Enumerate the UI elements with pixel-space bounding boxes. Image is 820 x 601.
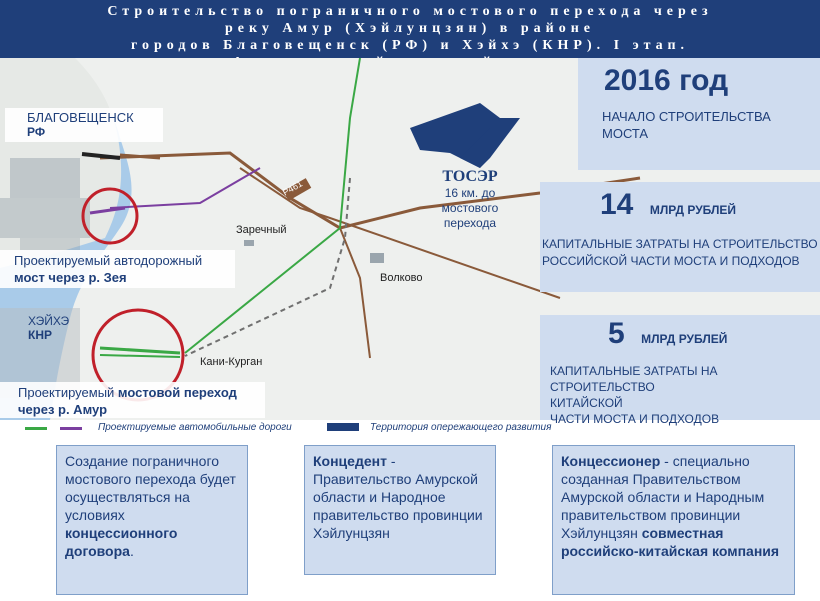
stat-5: [540, 315, 820, 426]
volkovo-village: [370, 253, 384, 263]
concessionaire-box: Концессионер - специально созданная Правительством Амурской области и Народным правительством провинции Хэйлунцзян совместная российско-китайская компания: [552, 445, 795, 595]
stat-2016: [578, 58, 820, 170]
stat-5-unit: МЛРД РУБЛЕЙ: [641, 332, 728, 346]
zeya-bridge-line-1: Проектируемый автодорожный: [14, 253, 203, 268]
heihe-country: КНР: [28, 328, 52, 342]
road-sign-text: Р461: [280, 178, 305, 198]
page-title: Строительство пограничного мостового перехода через реку Амур (Хэйлунцзян) в районе городов Благовещенск (РФ) и Хэйхэ (КНР). I этап.: [107, 4, 713, 53]
header-banner: [0, 0, 820, 64]
amur-bridge-line-2: через р. Амур: [18, 402, 108, 417]
legend-green-swatch: [25, 427, 47, 430]
heihe-label: [28, 314, 98, 346]
stat-14-value: 14: [600, 188, 634, 221]
legend-purple-swatch: [60, 427, 82, 430]
grantor-box: Концедент - Правительство Амурской области и Народное правительство провинции Хэйлунцзян: [304, 445, 496, 575]
legend-territory-swatch: [327, 423, 359, 431]
zeya-bridge-line-2: мост через р. Зея: [14, 270, 127, 285]
toser-title: ТОСЭР: [442, 168, 498, 185]
blag-label: [5, 108, 163, 142]
blag-name: БЛАГОВЕЩЕНСК: [27, 110, 134, 125]
amur-bridge-label: [0, 382, 265, 418]
blag-country: РФ: [27, 125, 46, 139]
legend: [0, 420, 600, 438]
amur-bridge-line-1: Проектируемый мостовой переход: [18, 385, 237, 400]
stat-14-text: КАПИТАЛЬНЫЕ ЗАТРАТЫ НА СТРОИТЕЛЬСТВО РОССИЙСКОЙ ЧАСТИ МОСТА И ПОДХОДОВ: [542, 237, 818, 268]
stat-14-unit: МЛРД РУБЛЕЙ: [649, 203, 737, 217]
stat-14: [540, 182, 820, 292]
heihe-name: ХЭЙХЭ: [28, 314, 70, 328]
toser-label: [420, 168, 520, 231]
toser-distance: 16 км. до мостового перехода: [441, 186, 499, 230]
stat-5-value: 5: [608, 317, 625, 350]
legend-territory-label: Территория опережающего развития: [370, 422, 552, 433]
volkovo-label: Волково: [380, 272, 423, 284]
stat-2016-value: 2016 год: [604, 64, 729, 97]
concession-box: Создание пограничного мостового перехода будет осуществляться на условиях концессионного договора.: [56, 445, 248, 595]
zarechny-label: Заречный: [236, 224, 287, 236]
kani-kurgan-label: Кани-Курган: [200, 356, 263, 368]
stat-5-text: КАПИТАЛЬНЫЕ ЗАТРАТЫ НА СТРОИТЕЛЬСТВО КИТАЙСКОЙ ЧАСТИ МОСТА И ПОДХОДОВ: [550, 364, 720, 426]
zeya-bridge-label: [0, 250, 235, 288]
zarechny-village: [244, 240, 254, 246]
legend-roads-label: Проектируемые автомобильные дороги: [98, 422, 292, 433]
stat-2016-text: НАЧАЛО СТРОИТЕЛЬСТВА МОСТА: [602, 109, 771, 141]
